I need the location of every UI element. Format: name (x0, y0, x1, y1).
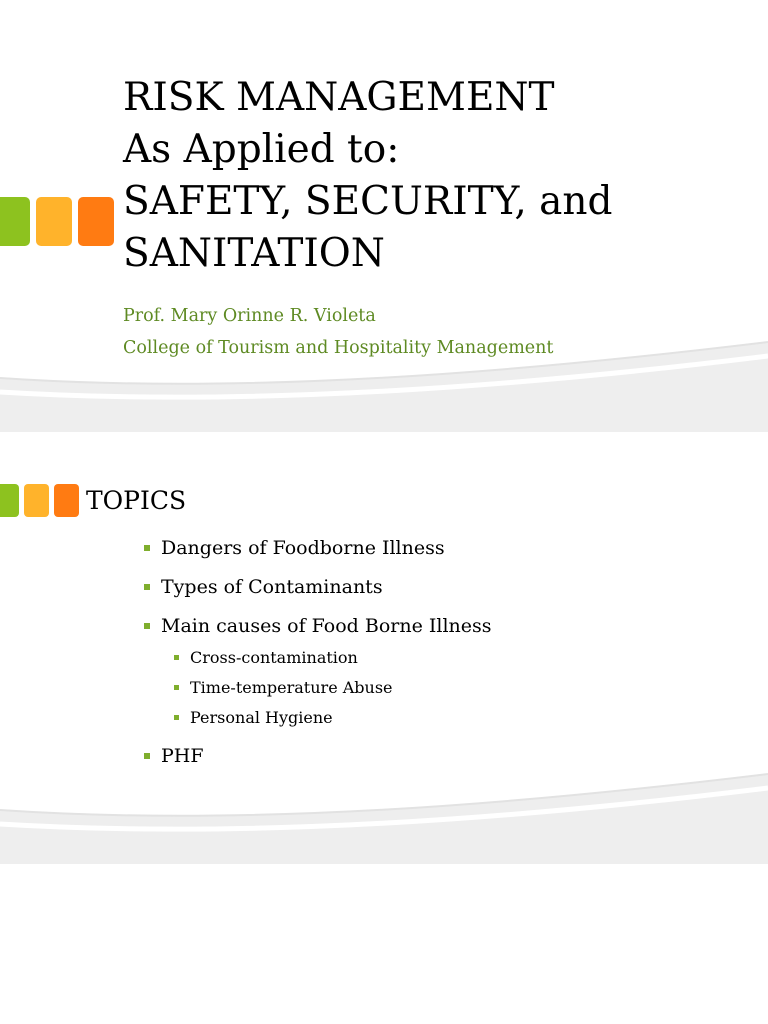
title-slide (0, 0, 768, 432)
yellow-accent-block (24, 484, 49, 517)
subtopic-text: Time-temperature Abuse (190, 678, 393, 697)
square-bullet-icon (174, 715, 179, 720)
subtopic-text: Personal Hygiene (190, 708, 333, 727)
topic-text: Dangers of Foodborne Illness (161, 537, 445, 559)
sub-list-item (190, 708, 333, 728)
topics-slide (0, 432, 768, 864)
green-accent-block (0, 484, 19, 517)
square-bullet-icon (144, 753, 150, 759)
title-line: SAFETY, SECURITY, and (123, 179, 613, 224)
sub-list-item (190, 648, 358, 668)
subtopic-text: Cross-contamination (190, 648, 358, 667)
orange-accent-block (78, 197, 114, 246)
title-line: SANITATION (123, 231, 385, 276)
green-accent-block (0, 197, 30, 246)
slide-subtitle (123, 300, 743, 364)
topic-text: PHF (161, 745, 204, 767)
title-line: As Applied to: (123, 127, 400, 172)
square-bullet-icon (174, 655, 179, 660)
orange-accent-block (54, 484, 79, 517)
square-bullet-icon (174, 685, 179, 690)
accent-blocks (0, 484, 79, 517)
author-name: Prof. Mary Orinne R. Violeta (123, 306, 376, 326)
title-line: RISK MANAGEMENT (123, 75, 555, 120)
topic-text: Types of Contaminants (161, 576, 383, 598)
author-college: College of Tourism and Hospitality Management (123, 338, 554, 358)
sub-list-item (190, 678, 393, 698)
square-bullet-icon (144, 584, 150, 590)
accent-blocks (0, 197, 114, 246)
list-item (161, 575, 383, 599)
list-item (161, 536, 445, 560)
topic-text: Main causes of Food Borne Illness (161, 615, 492, 637)
slide-title: TOPICS (86, 486, 187, 515)
slide-title (123, 72, 743, 280)
square-bullet-icon (144, 545, 150, 551)
list-item (161, 744, 204, 768)
square-bullet-icon (144, 623, 150, 629)
yellow-accent-block (36, 197, 72, 246)
list-item (161, 614, 492, 638)
